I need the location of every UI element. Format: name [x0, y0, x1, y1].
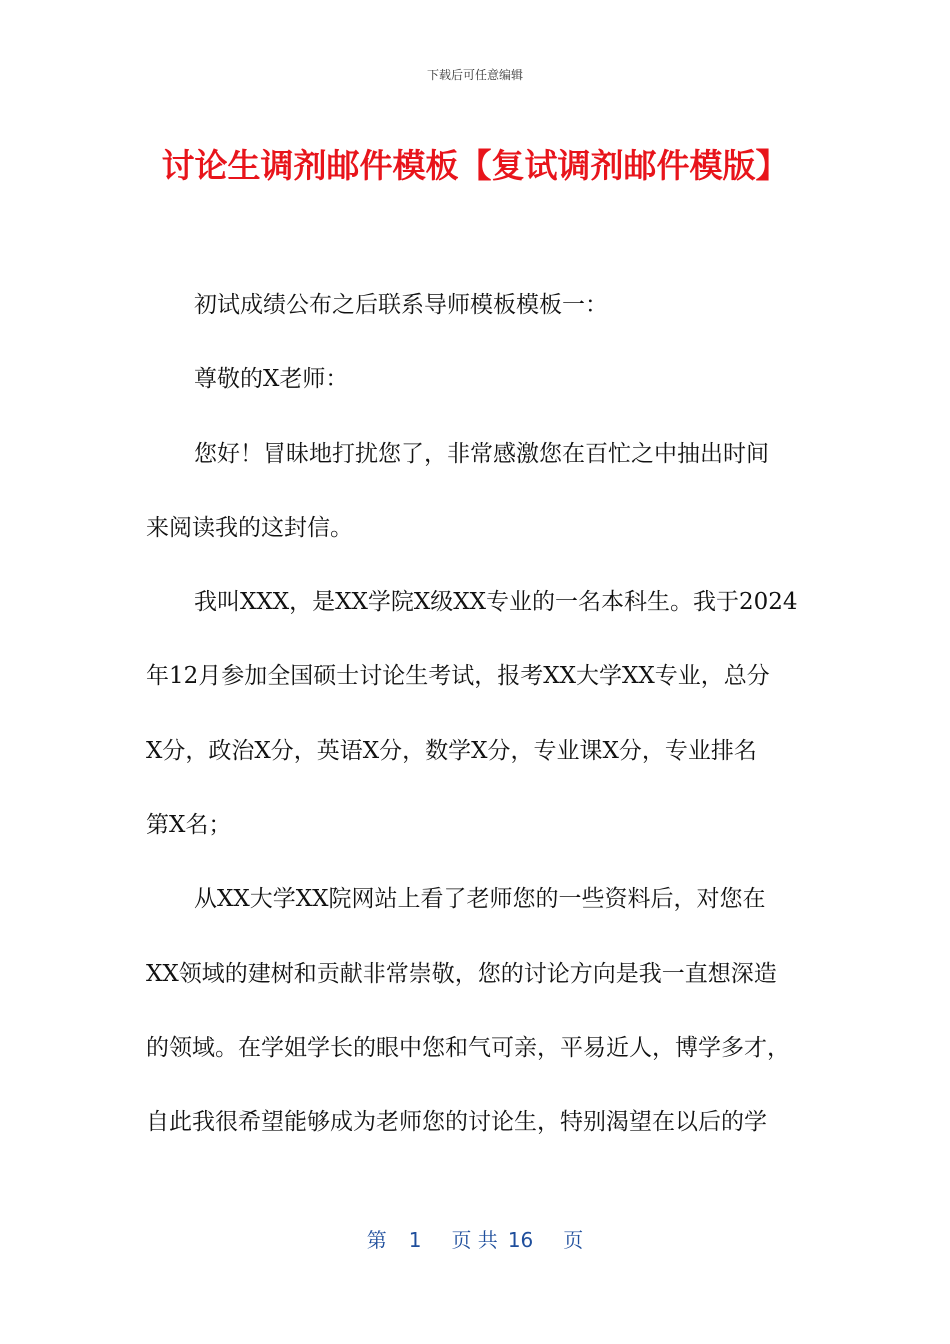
- total-pages-number: 16: [507, 1228, 534, 1252]
- paragraph-line: 尊敬的X老师：: [194, 366, 349, 393]
- paragraph-line: 的领域。在学姐学长的眼中您和气可亲，平易近人，博学多才，: [146, 1034, 790, 1061]
- footer-middle: 页 共: [451, 1228, 498, 1252]
- paragraph-line: 来阅读我的这封信。: [146, 514, 353, 541]
- paragraph-line: XX领域的建树和贡献非常崇敬，您的讨论方向是我一直想深造: [146, 960, 777, 987]
- page-number-footer: [0, 1224, 950, 1253]
- paragraph-line: 自此我很希望能够成为老师您的讨论生，特别渴望在以后的学: [146, 1109, 767, 1136]
- document-title: 讨论生调剂邮件模板【复试调剂邮件模版】: [161, 146, 789, 185]
- paragraph-line: 您好！冒昧地打扰您了，非常感激您在百忙之中抽出时间: [194, 440, 769, 467]
- document-body: [146, 268, 806, 1160]
- current-page-number: 1: [408, 1228, 422, 1252]
- footer-prefix: 第: [366, 1228, 387, 1252]
- header-note: 下载后可任意编辑: [426, 68, 523, 82]
- paragraph-line: 年12月参加全国硕士讨论生考试，报考XX大学XX专业，总分: [146, 663, 770, 690]
- paragraph-line: 初试成绩公布之后联系导师模板模板一：: [194, 292, 608, 318]
- paragraph-line: 我叫XXX，是XX学院X级XX专业的一名本科生。我于2024: [194, 589, 798, 616]
- paragraph-line: X分，政治X分，英语X分，数学X分，专业课X分，专业排名: [146, 737, 757, 764]
- paragraph-line: 第X名；: [146, 812, 232, 839]
- footer-suffix: 页: [563, 1228, 584, 1252]
- paragraph-line: 从XX大学XX院网站上看了老师您的一些资料后，对您在: [194, 886, 766, 913]
